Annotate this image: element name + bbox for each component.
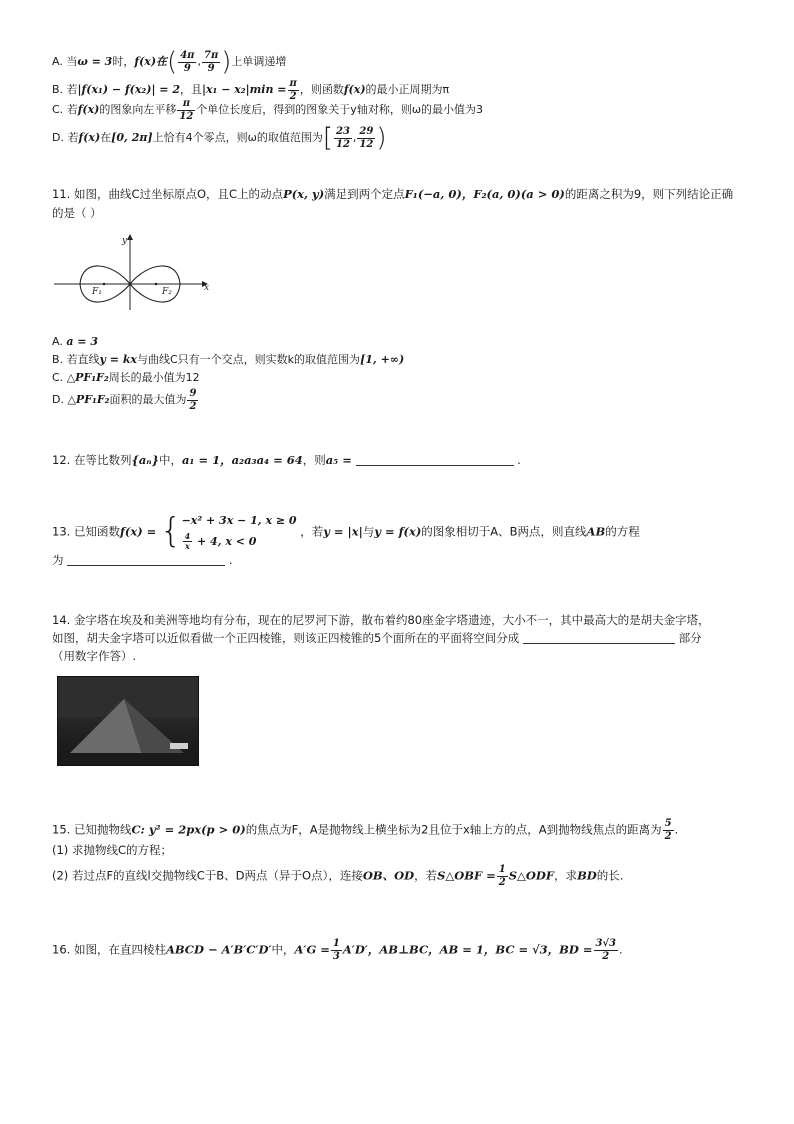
photo-building: [170, 743, 188, 749]
math-omega: ω = 3: [77, 55, 113, 69]
lemniscate-figure: [52, 232, 222, 312]
q14-line2: [52, 630, 702, 646]
bracket-left: [: [322, 123, 333, 153]
q13-line2-text: 为: [52, 553, 64, 567]
frac-3sqrt3-2: [594, 938, 619, 962]
q13-line2-end: .: [228, 553, 233, 567]
q13-stem-3: 与: [362, 524, 375, 539]
q10-a-mid: 时，: [112, 55, 135, 69]
q13-answer-blank[interactable]: [67, 553, 225, 566]
math-fx: f(x): [77, 103, 100, 116]
q10-b-end: 的最小正周期为π: [365, 83, 450, 96]
paren-right: ): [376, 123, 387, 153]
q15-part2: [52, 864, 623, 888]
q10-c-label: C. 若: [52, 103, 78, 116]
q11-d-label: D.: [52, 393, 64, 406]
frac-num: 5: [664, 818, 672, 829]
math-min: |x₁ − x₂|min =: [202, 83, 287, 96]
q15-part2-1: (2) 若过点F的直线l交抛物线C于B、D两点（异于O点），连接: [52, 868, 363, 883]
q13-stem: [52, 508, 640, 556]
math-sobf: S△OBF =: [437, 868, 496, 883]
frac-num: 4π: [180, 50, 195, 62]
q11-d-text: 面积的最大值为: [109, 393, 187, 406]
frac-num: π: [177, 98, 195, 111]
q11-stem: [52, 186, 733, 202]
frac-den: 2: [289, 90, 297, 102]
q11-stem-line2: 的是（ ）: [52, 206, 102, 220]
frac-den: 9: [207, 62, 215, 74]
frac-5-2: [663, 818, 674, 842]
focus-f1-label: F₁: [92, 287, 102, 297]
q14-line2-b: 部分: [678, 631, 702, 645]
frac-num: 3√3: [595, 938, 617, 949]
math-fdef: f(x) =: [119, 524, 157, 539]
q11-b-label: B. 若直线: [52, 353, 100, 366]
frac-pi12: [177, 98, 195, 122]
q13-stem-4: 的图象相切于A、B两点，则直线: [421, 524, 587, 539]
math-yabsx: y = |x|: [323, 524, 363, 539]
math-parabola: C: y² = 2px(p > 0): [131, 822, 246, 837]
q13-stem-5: 的方程: [605, 524, 640, 539]
math-interval: [0, 2π]: [111, 131, 153, 145]
q11-stem-1: 11. 如图，曲线C过坐标原点O，且C上的动点: [52, 187, 284, 201]
math-range: [1, +∞): [360, 353, 405, 366]
q11-stem-2: 满足到两个定点: [324, 187, 405, 201]
q15-part2-3: ，求: [554, 868, 578, 883]
frac-den: 12: [335, 138, 350, 150]
paren-left: (: [167, 47, 178, 77]
math-seq: {aₙ}: [131, 453, 159, 467]
piecewise-function: [160, 508, 297, 556]
frac-den: x: [184, 541, 190, 552]
q14-answer-blank[interactable]: [523, 631, 675, 644]
q12-answer-blank[interactable]: [356, 453, 514, 466]
q11-stem-3: 的距离之积为9，则下列结论正确: [564, 187, 734, 201]
piece-row-1: −x² + 3x − 1, x ≥ 0: [181, 513, 297, 527]
math-ad: A′D′，AB⊥BC，AB = 1，BC = √3，BD =: [342, 942, 593, 957]
frac-23-12: [334, 126, 352, 150]
math-bd: BD: [577, 868, 597, 883]
q14-line1: 14. 金字塔在埃及和美洲等地均有分布，现在的尼罗河下游，散布着约80座金字塔遗迹，大小不一，其中最高大的是胡夫金字塔，: [52, 613, 710, 627]
q11-option-a: [52, 334, 98, 349]
frac-num: 7π: [203, 50, 219, 62]
piece-row-2-tail: + 4, x < 0: [197, 534, 257, 548]
math-prism: ABCD − A′B′C′D′: [165, 942, 272, 957]
q10-c-tail: 个单位长度后，得到的图象关于y轴对称，则ω的最小值为3: [196, 103, 484, 116]
piece-row-2: [182, 532, 297, 553]
brace: {: [159, 511, 182, 551]
frac-num: 9: [189, 388, 197, 399]
frac-1-3: [331, 938, 342, 962]
frac-den: 2: [498, 876, 506, 888]
frac-den: 12: [359, 138, 374, 150]
q10-d-tail: 上恰有4个零点，则ω的取值范围为: [152, 131, 323, 145]
q10-a-label: A. 当: [52, 55, 78, 69]
q12-stem-3: ，则: [302, 453, 326, 467]
q10-option-c: [52, 98, 483, 122]
q15-stem: 15. 已知抛物线C: y² = 2px(p > 0)的焦点为F，A是抛物线上横坐标为2且位于x轴上方的点，A到抛物线焦点的距离为 $\frac{5}{2}$ .: [52, 818, 679, 842]
frac-num: 1: [498, 864, 506, 875]
q16-stem: 16. 如图，在直四棱柱ABCD − A′B′C′D′中，A′G = $\frac{1}{3}$ A′D′，AB⊥BC，AB = 1，BC = √3，BD = $\frac{3√3}{2}$ .: [52, 938, 623, 962]
axis-x-label: x: [204, 283, 210, 293]
math-ag: A′G =: [294, 942, 330, 957]
frac-den: 12: [179, 110, 194, 122]
q16-stem-2: 中，: [271, 942, 295, 957]
frac-den: 2: [664, 830, 672, 842]
q11-c-label: C.: [52, 371, 64, 384]
math-abs: |f(x₁) − f(x₂)| = 2: [77, 83, 180, 96]
q11-c-text: 周长的最小值为12: [108, 371, 200, 384]
q13-line2: [52, 552, 232, 568]
q15-part2-2: ，若: [414, 868, 438, 883]
q15-stem-1: 15. 已知抛物线: [52, 822, 132, 837]
math-ykx: y = kx: [99, 353, 137, 366]
frac-num: π: [289, 78, 297, 89]
frac-7pi9: [202, 50, 220, 74]
math-a1: a₁ = 1，a₂a₃a₄ = 64: [181, 453, 303, 467]
q10-b-tail: ，则函数: [299, 83, 344, 96]
frac-4pi9: [178, 50, 196, 74]
frac-4-x: [183, 532, 193, 551]
math-sodf: S△ODF: [508, 868, 555, 883]
focus-f1-point: [103, 283, 106, 286]
math-triangle: △PF₁F₂: [67, 393, 110, 406]
frac-29-12: [357, 126, 375, 150]
pyramid-photo-svg: [58, 677, 198, 765]
q11-option-b: [52, 352, 404, 367]
math-pxy: P(x, y): [283, 187, 325, 201]
q10-d-mid: 在: [100, 131, 112, 145]
math-fx: f(x): [78, 131, 101, 145]
piecewise-rows: [182, 511, 297, 553]
paren-right: ): [221, 47, 232, 77]
q11-option-d: [52, 388, 199, 412]
q11-b-text: 与曲线C只有一个交点，则实数k的取值范围为: [137, 353, 361, 366]
q15-part2-4: 的长.: [596, 868, 624, 883]
q13-stem-2: ，若: [300, 524, 324, 539]
math-fx: f(x): [343, 83, 366, 96]
focus-f2-label: F₂: [162, 287, 172, 297]
frac-num: 23: [335, 126, 350, 138]
q13-stem-1: 13. 已知函数: [52, 524, 120, 539]
frac-den: 2: [602, 950, 610, 962]
q15-stem-2: 的焦点为F，A是抛物线上横坐标为2且位于x轴上方的点，A到抛物线焦点的距离为: [245, 822, 662, 837]
q14-line3: （用数字作答）.: [52, 649, 137, 663]
math-triangle: △PF₁F₂: [66, 371, 109, 384]
q10-d-label: D. 若: [52, 131, 79, 145]
frac-1-2: [497, 864, 508, 888]
q10-c-mid: 的图象向左平移: [99, 103, 177, 116]
q11-option-c: [52, 370, 200, 385]
math-a3: a = 3: [66, 335, 98, 348]
q10-option-d: D. 若f(x)在[0, 2π]上恰有4个零点，则ω的取值范围为[ $\frac{23}{12}$ , $\frac{29}{12}$ ): [52, 123, 387, 153]
y-axis-arrow: [127, 234, 133, 240]
axis-y-label: y: [122, 236, 128, 246]
q12-stem: [52, 452, 521, 468]
frac-num: 29: [359, 126, 374, 138]
frac-num: 1: [332, 938, 340, 949]
math-ab: AB: [586, 524, 606, 539]
math-foci: F₁(−a, 0)，F₂(a, 0)(a > 0): [404, 187, 565, 201]
q14-line2-a: 如图，胡夫金字塔可以近似看做一个正四棱锥，则该正四棱锥的5个面所在的平面将空间分成: [52, 631, 520, 645]
frac-den: 9: [183, 62, 191, 74]
pyramid-photo: [57, 676, 199, 766]
focus-f2-point: [155, 283, 158, 286]
q10-b-label: B. 若: [52, 83, 78, 96]
frac-den: 3: [332, 950, 340, 962]
math-obod: OB、OD: [362, 868, 415, 883]
q10-option-a: A. 当ω = 3时，f(x)在( $\frac{4\pi}{9}$ , $\frac{7\pi}{9}$ )上单调递增: [52, 47, 287, 77]
q12-stem-2: 中，: [158, 453, 182, 467]
math-yfx: y = f(x): [374, 524, 422, 539]
frac-num: 4: [184, 531, 191, 542]
q12-end: .: [517, 453, 521, 467]
math-a5: a₅ =: [325, 453, 352, 467]
q15-part1: (1) 求抛物线C的方程；: [52, 843, 172, 857]
frac-9-2: [187, 388, 198, 412]
q12-stem-1: 12. 在等比数列: [52, 453, 132, 467]
math-fx: f(x)在: [134, 55, 168, 69]
q10-b-mid: ，且: [180, 83, 202, 96]
q10-a-tail: 上单调递增: [231, 55, 287, 69]
frac-den: 2: [189, 400, 197, 412]
photo-ground: [58, 753, 198, 765]
q16-stem-1: 16. 如图，在直四棱柱: [52, 942, 166, 957]
q11-a-label: A.: [52, 335, 63, 348]
